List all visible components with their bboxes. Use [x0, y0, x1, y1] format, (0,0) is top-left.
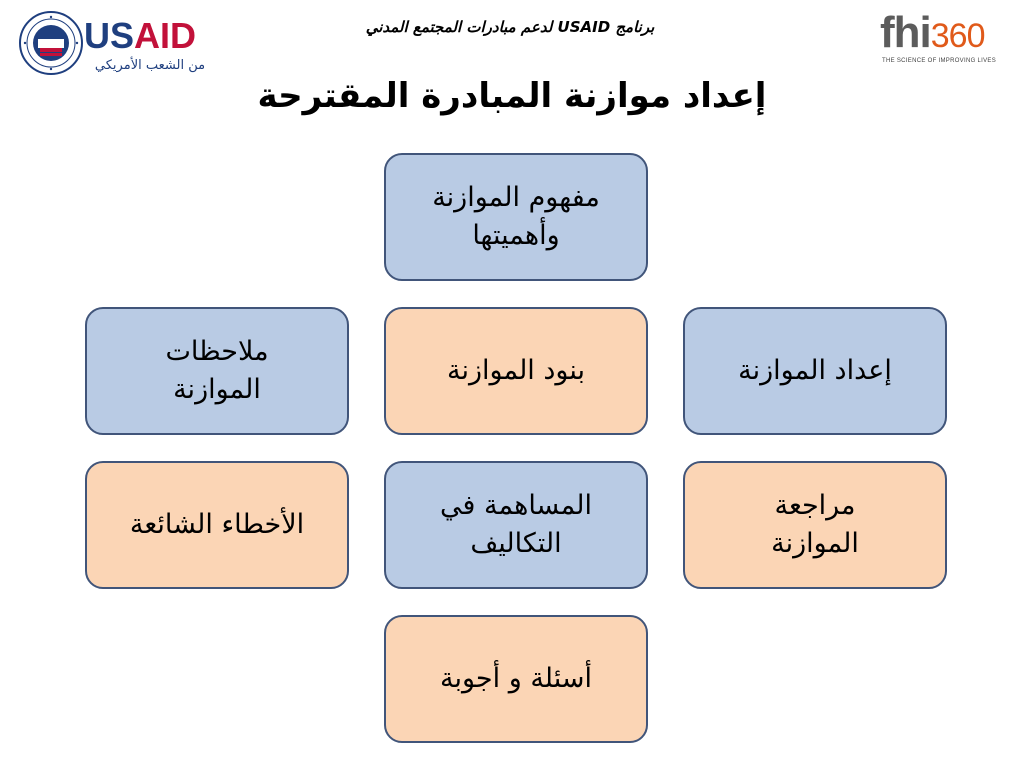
box-questions-answers-label: أسئلة و أجوبة: [439, 663, 593, 694]
usaid-logo: [18, 10, 218, 80]
fhi360-logo: [880, 8, 1010, 68]
box-cost-sharing[interactable]: [384, 461, 648, 589]
box-budget-review-label: مراجعة الموازنة: [771, 490, 859, 559]
box-budget-preparation[interactable]: [683, 307, 947, 435]
box-budget-preparation-label: إعداد الموازنة: [738, 355, 892, 386]
box-budget-concept[interactable]: [384, 153, 648, 281]
fhi-word-number: 360: [930, 17, 985, 55]
box-budget-items-label: بنود الموازنة: [446, 355, 586, 386]
fhi360-wordmark: [880, 8, 985, 61]
box-questions-answers[interactable]: [384, 615, 648, 743]
fhi360-tagline: THE SCIENCE OF IMPROVING LIVES: [882, 58, 997, 64]
fhi-word-main: fhi: [880, 8, 931, 57]
box-budget-concept-label: مفهوم الموازنة وأهميتها: [432, 182, 600, 251]
box-common-mistakes[interactable]: [85, 461, 349, 589]
usaid-wordmark: [84, 16, 196, 56]
usaid-seal-icon: [18, 10, 84, 76]
box-budget-notes[interactable]: [85, 307, 349, 435]
box-cost-sharing-label: المساهمة في التكاليف: [440, 490, 592, 559]
box-budget-items[interactable]: [384, 307, 648, 435]
program-caption: برنامج USAID لدعم مبادرات المجتمع المدني: [365, 18, 655, 36]
usaid-tagline: من الشعب الأمريكي: [94, 58, 206, 73]
usaid-word-red: AID: [134, 15, 197, 56]
box-budget-notes-label: ملاحظات الموازنة: [165, 336, 269, 405]
usaid-word-blue: US: [84, 15, 135, 56]
box-budget-review[interactable]: [683, 461, 947, 589]
box-common-mistakes-label: الأخطاء الشائعة: [129, 509, 305, 540]
slide-title: إعداد موازنة المبادرة المقترحة: [257, 76, 767, 116]
